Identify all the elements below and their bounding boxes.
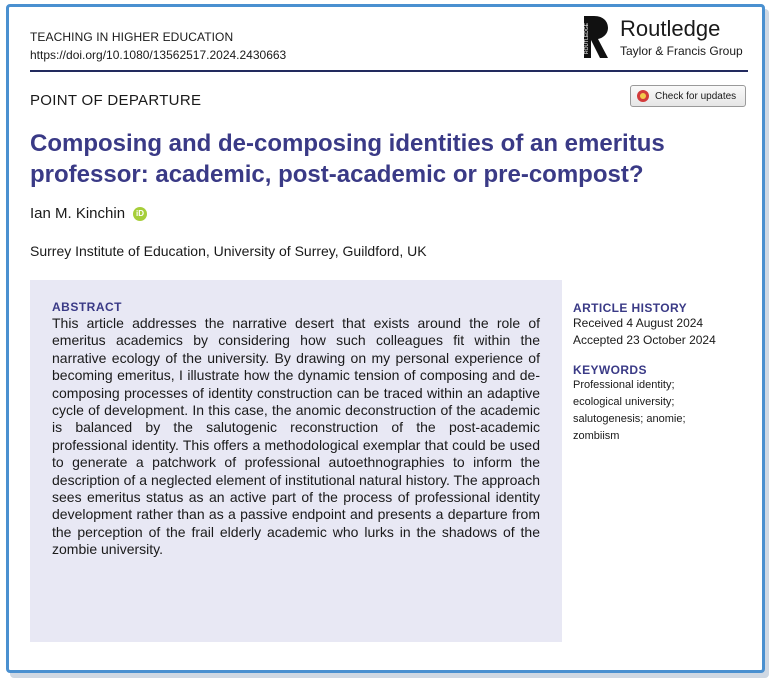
- check-for-updates-button[interactable]: [630, 85, 746, 107]
- affiliation: Surrey Institute of Education, University of Surrey, Guildford, UK: [30, 243, 427, 259]
- doi-link[interactable]: https://doi.org/10.1080/13562517.2024.2430663: [30, 48, 287, 62]
- keyword-item[interactable]: ecological university;: [573, 396, 675, 408]
- publisher-name: Routledge: [620, 16, 721, 41]
- crossmark-icon: [637, 90, 649, 102]
- accepted-date: Accepted 23 October 2024: [573, 333, 716, 347]
- author-line: [30, 205, 147, 222]
- keywords-heading: KEYWORDS: [573, 363, 647, 377]
- publisher-logo[interactable]: [580, 14, 750, 64]
- article-title: Composing and de-composing identities of an emeritus professor: academic, post-academic or pre-compost?: [30, 130, 665, 188]
- received-date: Received 4 August 2024: [573, 316, 704, 330]
- publisher-group: Taylor & Francis Group: [620, 44, 743, 58]
- publisher-vertical-text: ROUTLEDGE: [584, 22, 590, 54]
- abstract-text: This article addresses the narrative desert that exists around the role of emeritus academics by considering how such colleagues fit within the narrative ecology of the university. By drawing on my personal experience of becoming emeritus, I illustrate how the dynamic tension of composing and de-composing processes of identity construction can be traced within an adaptive cycle of development. In this case, the anomic deconstruction of the academic is balanced by the salutogenic reconstruction of the post-academic professional identity. This offers a methodological exemplar that could be used to generate a patchwork of professional autoethnographies to inform the description of a neglected element of institutional natural history. The approach sees emeritus status as an active part of the process of professional identity development rather than as a passive endpoint and presents a departure from the perception of the frail elderly academic who lurks in the shadows of the zombie university.: [52, 315, 540, 558]
- routledge-logo-icon: [580, 14, 610, 60]
- keyword-item[interactable]: zombiism: [573, 430, 620, 442]
- abstract-box: [30, 280, 562, 642]
- article-history-heading: ARTICLE HISTORY: [573, 301, 688, 315]
- journal-name: TEACHING IN HIGHER EDUCATION: [30, 30, 234, 44]
- abstract-heading: ABSTRACT: [52, 300, 122, 314]
- keyword-item[interactable]: Professional identity;: [573, 379, 675, 391]
- section-label: POINT OF DEPARTURE: [30, 92, 202, 109]
- keyword-item[interactable]: salutogenesis; anomie;: [573, 413, 686, 425]
- article-sidebar: [573, 301, 753, 445]
- check-for-updates-label: Check for updates: [655, 90, 737, 102]
- header-rule: [30, 70, 748, 72]
- author-name[interactable]: Ian M. Kinchin: [30, 205, 126, 222]
- orcid-icon[interactable]: iD: [133, 207, 147, 221]
